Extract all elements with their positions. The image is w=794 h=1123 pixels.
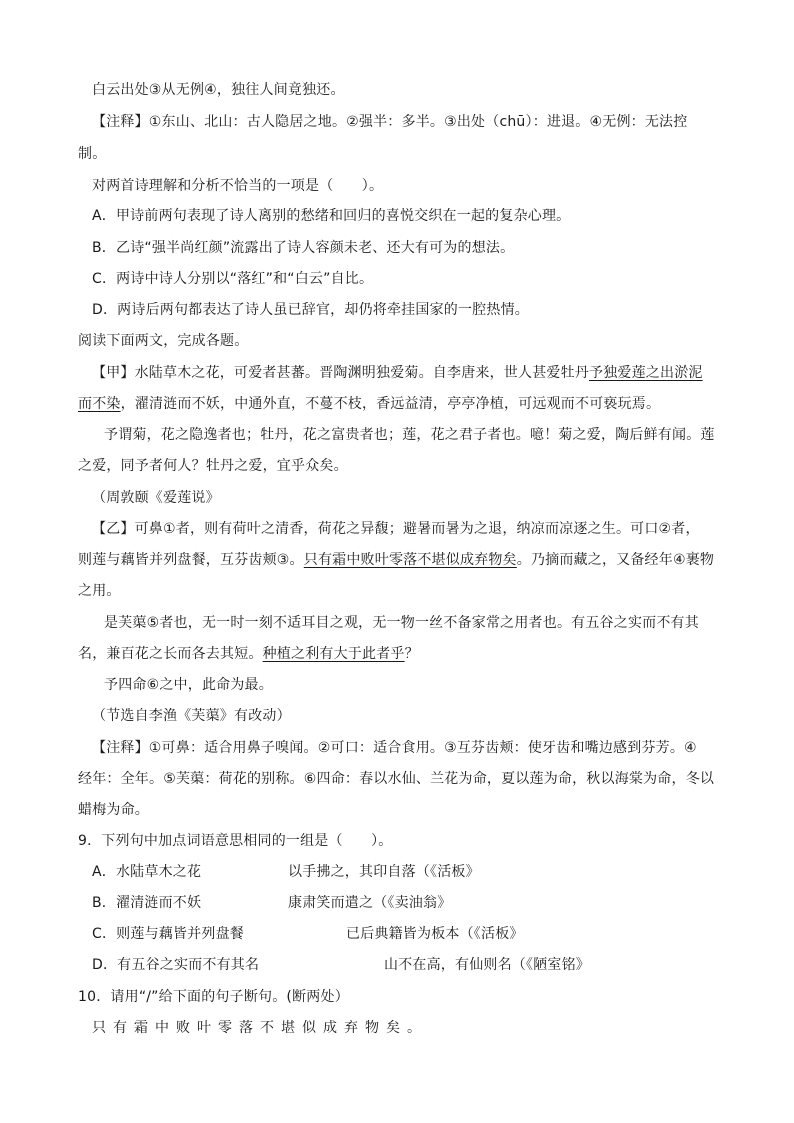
yi-line2	[78, 550, 714, 570]
jia-underlined-sentence-part1: 予独爱莲之出淤泥	[589, 365, 703, 381]
q8-stem: 对两首诗理解和分析不恰当的一项是（ ）。	[92, 178, 384, 194]
q9-option-c-right: 已后典籍皆为板本（《活板》	[346, 926, 524, 942]
note1-line2: 制。	[78, 146, 107, 162]
yi-line2-text-b: 。乃摘而藏之，又备经年④裹物	[516, 552, 715, 568]
note2-line2: 经年：全年。⑤芙蕖：荷花的别称。⑥四命：春以水仙、兰花为命，夏以莲为命，秋以海棠为命，冬以	[78, 771, 715, 787]
poem-tail-line: 白云出处③从无例④，独往人间竟独还。	[92, 82, 345, 98]
yi-line1: 【乙】可鼻①者，则有荷叶之清香，荷花之异馥；避暑而暑为之退，纳凉而凉逐之生。可口②者，	[92, 521, 700, 537]
jia-line3: 予谓菊，花之隐逸者也；牡丹，花之富贵者也；莲，花之君子者也。噫！菊之爱，陶后鲜有闻。莲	[104, 427, 715, 443]
yi-line6: 予四命⑥之中，此命为最。	[104, 677, 273, 693]
note2-line3: 蜡梅为命。	[78, 802, 149, 818]
yi-line3: 之用。	[78, 583, 121, 599]
q9-option-d-right: 山不在高，有仙则名（《陋室铭》	[384, 957, 590, 973]
jia-line1-text: 【甲】水陆草木之花，可爱者甚蕃。晋陶渊明独爱菊。自李唐来，世人甚爱牡丹	[92, 365, 589, 381]
yi-line2-text-a: 则莲与藕皆并列盘餐，互芬齿颊③。	[78, 552, 304, 568]
yi-line5-text-b: ？	[404, 646, 419, 662]
q9-option-c-left: C．则莲与藕皆并列盘餐	[92, 926, 244, 942]
jia-line4: 之爱，同予者何人？牡丹之爱，宜乎众矣。	[78, 458, 348, 474]
q9-option-d-left: D．有五谷之实而不有其名	[92, 957, 260, 973]
yi-source: （节选自李渔《芙蕖》有改动）	[92, 708, 291, 724]
q9-option-b-right: 康肃笑而遣之（《卖油翁》	[288, 895, 452, 911]
q10-stem: 10．请用“/”给下面的句子断句。(断两处）	[78, 989, 349, 1005]
yi-underlined-sentence: 只有霜中败叶零落不堪似成弃物矣	[303, 552, 517, 568]
note1-line1: 【注释】①东山、北山：古人隐居之地。②强半：多半。③出处（chū）：进退。④无例：无法控	[92, 114, 688, 130]
yi-line5	[78, 644, 419, 664]
q8-option-d: D．两诗后两句都表达了诗人虽已辞官，却仍将牵挂国家的一腔热情。	[92, 302, 529, 318]
q10-sentence: 只有霜中败叶零落不堪似成弃物矣。	[92, 1020, 428, 1036]
jia-line1	[92, 363, 703, 383]
yi-underlined-question: 种植之利有大于此者乎	[262, 646, 405, 662]
q9-option-a-right: 以手拂之，其印自落（《活板》	[288, 864, 480, 880]
note2-line1: 【注释】①可鼻：适合用鼻子嗅闻。②可口：适合食用。③互芬齿颊：使牙齿和嘴边感到芬芳。④	[92, 740, 697, 756]
yi-line5-text-a: 名，兼百花之长而各去其短。	[78, 646, 263, 662]
q9-option-a-left: A．水陆草木之花	[92, 864, 202, 880]
q9-stem: 9．下列句中加点词语意思相同的一组是（ ）。	[78, 833, 393, 849]
q9-option-b-left: B．濯清涟而不妖	[92, 895, 202, 911]
q8-option-c: C．两诗中诗人分别以“落红”和“白云”自比。	[92, 271, 374, 287]
jia-line2-text: ，濯清涟而不妖，中通外直，不蔓不枝，香远益清，亭亭净植，可远观而不可亵玩焉。	[120, 396, 661, 412]
jia-source: （周敦颐《爱莲说》	[92, 490, 220, 506]
yi-line4: 是芙蕖⑤者也，无一时一刻不适耳目之观，无一物一丝不备家常之用者也。有五谷之实而不有其	[104, 615, 699, 631]
q8-option-b: B．乙诗“强半尚红颜”流露出了诗人容颜未老、还大有可为的想法。	[92, 240, 515, 256]
q8-option-a: A．甲诗前两句表现了诗人离别的愁绪和回归的喜悦交织在一起的复杂心理。	[92, 208, 571, 224]
jia-line2	[78, 394, 660, 414]
reading-intro: 阅读下面两文，完成各题。	[78, 333, 249, 349]
jia-underlined-sentence-part2: 而不染	[78, 396, 121, 412]
